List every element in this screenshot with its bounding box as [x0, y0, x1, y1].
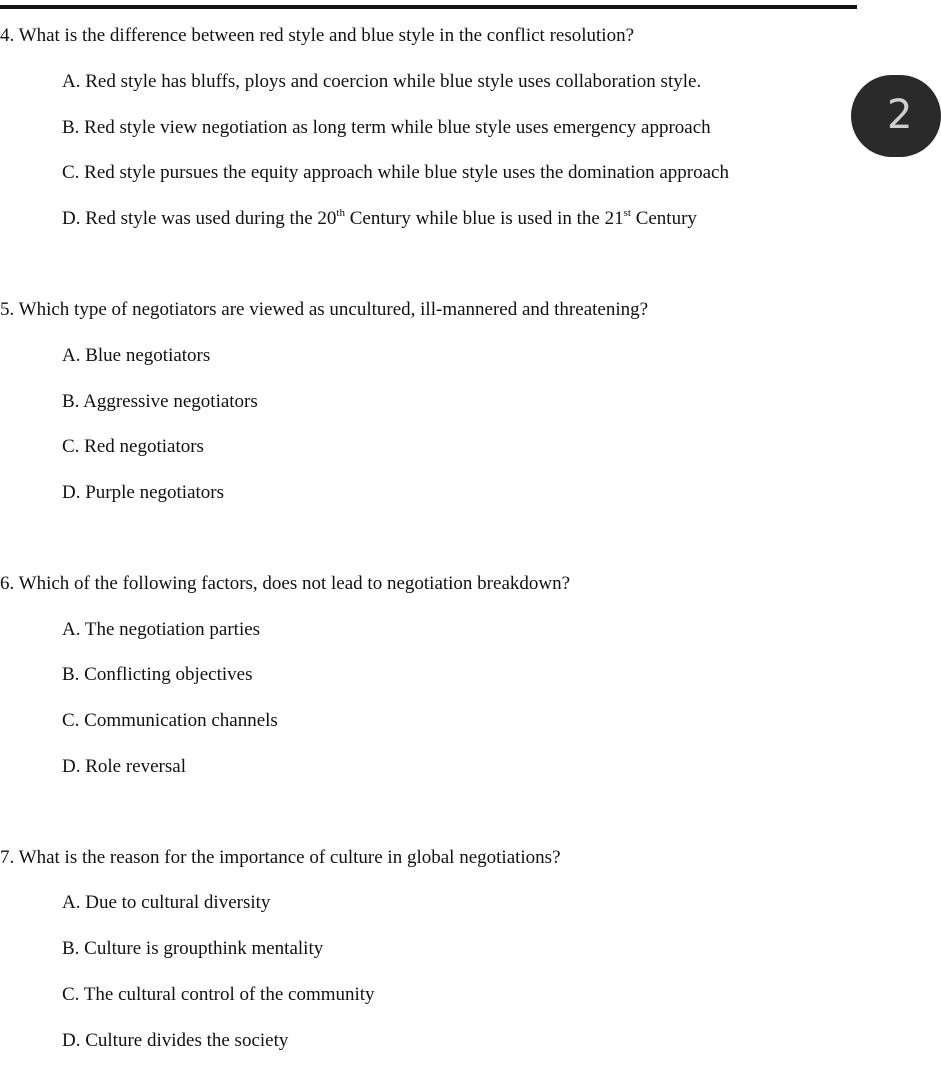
page-number: 2	[887, 92, 913, 138]
question-7-option-d: D. Culture divides the society	[62, 1030, 289, 1051]
question-6-option-d: D. Role reversal	[62, 756, 186, 777]
question-6-option-c: C. Communication channels	[62, 710, 278, 731]
question-5-option-d: D. Purple negotiators	[62, 482, 225, 503]
option-d-text-3: Century	[630, 208, 697, 229]
question-7: 7. What is the reason for the importance of culture in global negotiations?	[0, 847, 561, 868]
question-5: 5. Which type of negotiators are viewed as uncultured, ill-mannered and threatening?	[0, 299, 649, 320]
question-6-option-b: B. Conflicting objectives	[62, 664, 253, 685]
question-7-option-a: A. Due to cultural diversity	[62, 892, 271, 913]
question-4-option-c: C. Red style pursues the equity approach while blue style uses the domination approach	[62, 162, 729, 183]
question-6-option-a: A. The negotiation parties	[62, 619, 261, 640]
question-7-option-b: B. Culture is groupthink mentality	[62, 938, 324, 959]
question-4-option-a: A. Red style has bluffs, ploys and coercion while blue style uses collaboration style.	[62, 71, 702, 92]
option-d-superscript-1: th	[336, 206, 345, 219]
option-d-text-2: Century while blue is used in the 21	[344, 208, 624, 229]
question-6: 6. Which of the following factors, does not lead to negotiation breakdown?	[0, 573, 571, 594]
question-4-option-d	[62, 207, 697, 231]
page-number-badge[interactable]	[851, 75, 941, 157]
question-5-option-a: A. Blue negotiators	[62, 345, 211, 366]
option-d-text-1: D. Red style was used during the 20	[62, 208, 337, 229]
question-5-option-b: B. Aggressive negotiators	[62, 391, 258, 412]
question-7-option-c: C. The cultural control of the community	[62, 984, 375, 1005]
option-d-superscript-2: st	[623, 206, 631, 219]
top-rule	[0, 5, 857, 9]
question-4: 4. What is the difference between red style and blue style in the conflict resolution?	[0, 25, 635, 46]
question-4-option-b: B. Red style view negotiation as long term while blue style uses emergency approach	[62, 117, 711, 138]
question-5-option-c: C. Red negotiators	[62, 436, 204, 457]
